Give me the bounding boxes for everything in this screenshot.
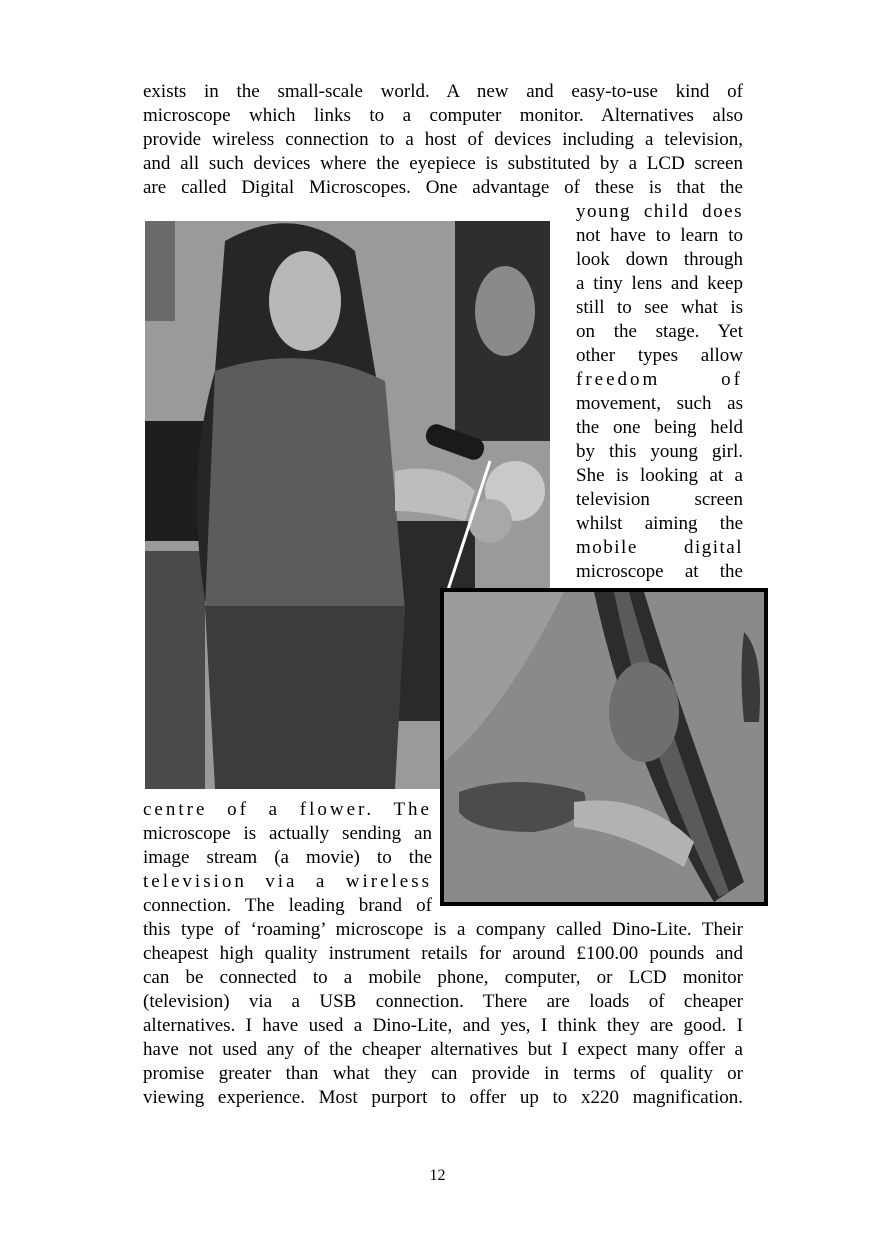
paragraph-top [143, 80, 743, 200]
text-line: exists in the small-scale world. A new and easy-to-use kind of [143, 81, 743, 102]
text-line: cheapest high quality instrument retails for around £100.00 pounds and [143, 943, 743, 964]
text-line: microscope which links to a computer monitor. Alternatives also [143, 105, 743, 126]
text-line: movement, such as [576, 393, 743, 414]
text-line: can be connected to a mobile phone, computer, or LCD monitor [143, 967, 743, 988]
text-line: microscope is actually sending an [143, 823, 432, 844]
text-line: are called Digital Microscopes. One advantage of these is that the [143, 177, 743, 198]
text-line: promise greater than what they can provide in terms of quality or [143, 1063, 743, 1084]
text-line: alternatives. I have used a Dino-Lite, and yes, I think they are good. I [143, 1015, 743, 1036]
text-line: viewing experience. Most purport to offer up to x220 magnification. [143, 1087, 743, 1108]
text-line: freedom of [576, 369, 743, 390]
text-line: young child does [576, 201, 743, 222]
text-line: microscope at the [576, 561, 743, 582]
page-number: 12 [429, 1167, 446, 1184]
text-line: the one being held [576, 417, 743, 438]
text-line: a tiny lens and keep [576, 273, 743, 294]
text-line: other types allow [576, 345, 743, 366]
text-line: and all such devices where the eyepiece is substituted by a LCD screen [143, 153, 743, 174]
text-line: television via a wireless [143, 871, 432, 892]
text-line: still to see what is [576, 297, 743, 318]
text-line: connection. The leading brand of [143, 895, 432, 916]
microscope-closeup-image [440, 588, 768, 906]
text-line: provide wireless connection to a host of devices including a television, [143, 129, 743, 150]
text-line: (television) via a USB connection. There are loads of cheaper [143, 991, 743, 1012]
text-line: television screen [576, 489, 743, 510]
flower-stamen-illustration [444, 592, 764, 902]
text-line: She is looking at a [576, 465, 743, 486]
text-line: this type of ‘roaming’ microscope is a company called Dino-Lite. Their [143, 919, 743, 940]
text-line: have not used any of the cheaper alternatives but I expect many offer a [143, 1039, 743, 1060]
text-line: image stream (a movie) to the [143, 847, 432, 868]
text-line: mobile digital [576, 537, 743, 558]
column-right [576, 200, 743, 584]
text-line: on the stage. Yet [576, 321, 743, 342]
column-left [143, 798, 432, 918]
text-line: centre of a flower. The [143, 799, 432, 820]
text-line: look down through [576, 249, 743, 270]
paragraph-bottom [143, 918, 743, 1110]
text-line: not have to learn to [576, 225, 743, 246]
text-line: by this young girl. [576, 441, 743, 462]
text-line: whilst aiming the [576, 513, 743, 534]
